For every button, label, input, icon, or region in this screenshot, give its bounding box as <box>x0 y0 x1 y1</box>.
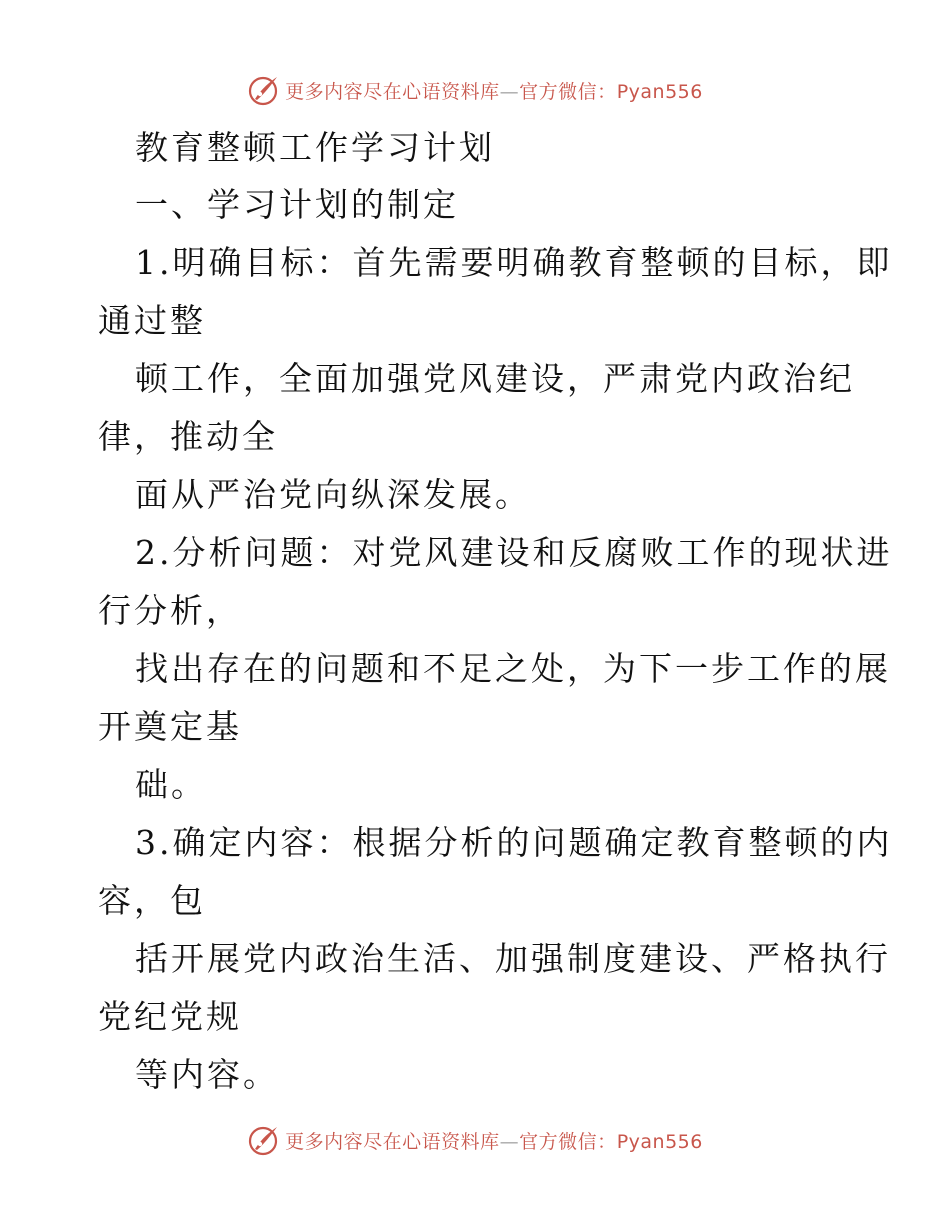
watermark-separator: — <box>499 1130 520 1153</box>
wechat-id: Pyan556 <box>616 1130 703 1153</box>
paragraph-line: 党纪党规 <box>98 997 242 1036</box>
paragraph-line: 括开展党内政治生活、加强制度建设、严格执行 <box>135 939 891 978</box>
paragraph-line: 律，推动全 <box>98 417 278 456</box>
watermark-text <box>285 77 703 104</box>
paragraph-line: 开奠定基 <box>98 707 242 746</box>
quill-pen-logo-icon <box>247 73 281 107</box>
paragraph-line: 行分析， <box>98 591 242 630</box>
paragraph-line: 2.分析问题：对党风建设和反腐败工作的现状进 <box>135 533 893 572</box>
paragraph-line: 面从严治党向纵深发展。 <box>135 475 531 514</box>
watermark-separator: — <box>499 80 520 103</box>
header-watermark-banner <box>0 70 950 110</box>
document-title: 教育整顿工作学习计划 <box>135 128 495 167</box>
paragraph-line: 3.确定内容：根据分析的问题确定教育整顿的内 <box>135 823 893 862</box>
watermark-main: 更多内容尽在心语资料库 <box>285 80 500 103</box>
paragraph-line: 找出存在的问题和不足之处，为下一步工作的展 <box>135 649 891 688</box>
paragraph-line: 1.明确目标：首先需要明确教育整顿的目标，即 <box>135 243 893 282</box>
watermark-official: 官方微信： <box>519 80 617 103</box>
section-heading: 一、学习计划的制定 <box>135 185 459 224</box>
paragraph-line: 容，包 <box>98 881 206 920</box>
paragraph-line: 通过整 <box>98 301 206 340</box>
paragraph-line: 顿工作，全面加强党风建设，严肃党内政治纪 <box>135 359 855 398</box>
watermark-text <box>285 1127 703 1154</box>
footer-watermark-banner <box>0 1120 950 1160</box>
watermark-official: 官方微信： <box>519 1130 617 1153</box>
wechat-id: Pyan556 <box>616 80 703 103</box>
paragraph-line: 础。 <box>135 765 207 804</box>
watermark-main: 更多内容尽在心语资料库 <box>285 1130 500 1153</box>
paragraph-line: 等内容。 <box>135 1055 279 1094</box>
quill-pen-logo-icon <box>247 1123 281 1157</box>
